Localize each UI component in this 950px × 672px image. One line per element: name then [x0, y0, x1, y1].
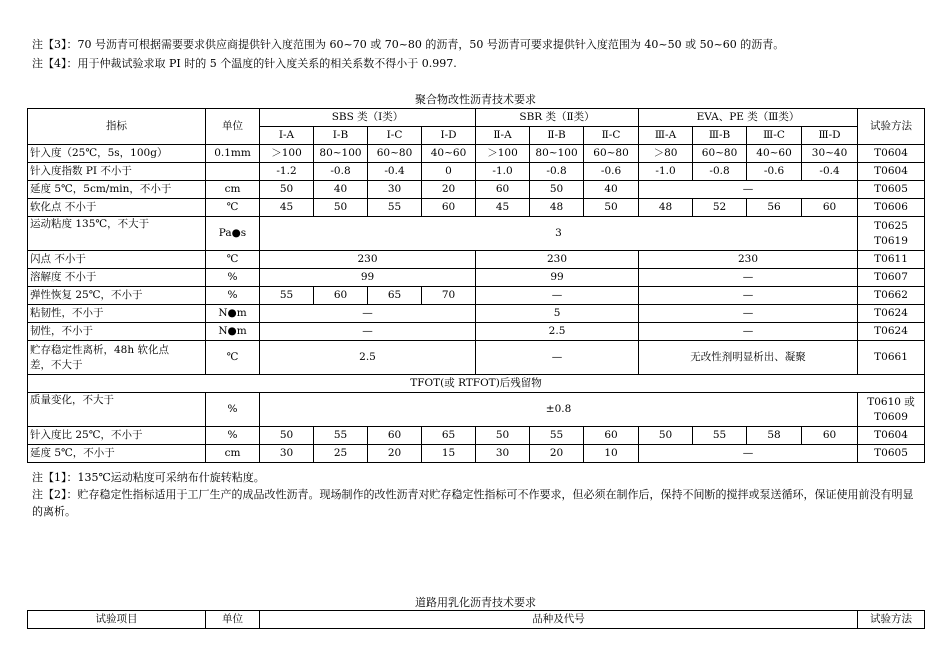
grade: Ⅰ-B [314, 127, 368, 145]
cell: — [639, 287, 858, 305]
cell: 30 [260, 445, 314, 463]
table-row [28, 251, 925, 269]
row-label: 软化点 不小于 [28, 199, 206, 217]
row-unit: N●m [206, 323, 260, 341]
row-method: T0661 [858, 341, 925, 375]
cell: 55 [693, 427, 747, 445]
cell: 45 [476, 199, 530, 217]
row-method: T0624 [858, 323, 925, 341]
cell: 30~40 [802, 145, 858, 163]
row-unit: ℃ [206, 341, 260, 375]
row-unit: ℃ [206, 199, 260, 217]
row-method: T0607 [858, 269, 925, 287]
cell: 20 [422, 181, 476, 199]
note-4: 注【4】：用于仲裁试验求取 PI 时的 5 个温度的针入度关系的相关系数不得小于 0.997. [32, 57, 457, 70]
row-unit: cm [206, 445, 260, 463]
grade: Ⅱ-A [476, 127, 530, 145]
cell: — [260, 323, 476, 341]
row-label: 闪点 不小于 [28, 251, 206, 269]
cell: 230 [260, 251, 476, 269]
cell: 无改性剂明显析出、凝聚 [639, 341, 858, 375]
cell: ＞100 [476, 145, 530, 163]
cell: 60 [422, 199, 476, 217]
cell: -0.8 [693, 163, 747, 181]
row-unit: % [206, 393, 260, 427]
row-method: T0624 [858, 305, 925, 323]
cell: 40~60 [747, 145, 802, 163]
row-unit: 0.1mm [206, 145, 260, 163]
cell: 2.5 [260, 341, 476, 375]
row-method: T0605 [858, 181, 925, 199]
label-line: 贮存稳定性离析，48h 软化点 [30, 343, 169, 356]
cell: 58 [747, 427, 802, 445]
cell: 48 [530, 199, 584, 217]
row-label: 针入度比 25℃，不小于 [28, 427, 206, 445]
cell: 60 [802, 427, 858, 445]
row-label: 粘韧性，不小于 [28, 305, 206, 323]
row-label: 延度 5℃，5cm/min，不小于 [28, 181, 206, 199]
cell: 56 [747, 199, 802, 217]
cell: -0.8 [530, 163, 584, 181]
cell: — [476, 287, 639, 305]
cell: 80~100 [530, 145, 584, 163]
grade: Ⅰ-D [422, 127, 476, 145]
row-method: T0611 [858, 251, 925, 269]
note-2: 注【2】：贮存稳定性指标适用于工厂生产的成品改性沥青。现场制作的改性沥青对贮存稳定性指标可不作要求，但必须在制作后，保持不间断的搅拌或泵送循环，保证使用前没有明显的离析。 [32, 488, 914, 518]
table-row [28, 163, 925, 181]
row-label [28, 341, 206, 375]
cell: 2.5 [476, 323, 639, 341]
cell: 230 [639, 251, 858, 269]
label-line: 差，不大于 [30, 358, 83, 371]
row-unit: % [206, 427, 260, 445]
table-row [28, 427, 925, 445]
cell: 60 [476, 181, 530, 199]
emulsified-asphalt-table [27, 610, 925, 629]
table-row [28, 445, 925, 463]
row-method: T0604 [858, 163, 925, 181]
table1-caption: 聚合物改性沥青技术要求 [415, 93, 536, 106]
cell: 50 [476, 427, 530, 445]
cell: 50 [639, 427, 693, 445]
grade: Ⅱ-B [530, 127, 584, 145]
row-method [858, 217, 925, 251]
cell: 45 [260, 199, 314, 217]
cell: 65 [368, 287, 422, 305]
header-eva: EVA、PE 类（Ⅲ类） [639, 109, 858, 127]
cell: 10 [584, 445, 639, 463]
section-title: TFOT(或 RTFOT)后残留物 [28, 375, 925, 393]
header-unit: 单位 [206, 109, 260, 145]
cell: 230 [476, 251, 639, 269]
row-label: 韧性，不小于 [28, 323, 206, 341]
cell: 50 [260, 181, 314, 199]
cell: 20 [530, 445, 584, 463]
method-line: T0609 [874, 410, 908, 423]
cell: 80~100 [314, 145, 368, 163]
grade: Ⅲ-B [693, 127, 747, 145]
cell: — [476, 341, 639, 375]
cell: -0.8 [314, 163, 368, 181]
method-line: T0625 [874, 219, 908, 232]
table2-caption: 道路用乳化沥青技术要求 [415, 596, 536, 609]
header-method: 试验方法 [858, 611, 925, 629]
note-3: 注【3】：70 号沥青可根据需要要求供应商提供针入度范围为 60~70 或 70~80 的沥青，50 号沥青可要求提供针入度范围为 40~50 或 50~60 的沥青。 [32, 38, 785, 51]
table-row [28, 217, 925, 251]
row-label: 溶解度 不小于 [28, 269, 206, 287]
cell: — [639, 269, 858, 287]
cell: 60 [584, 427, 639, 445]
header-unit: 单位 [206, 611, 260, 629]
table-row [28, 199, 925, 217]
cell: 30 [476, 445, 530, 463]
table-row [28, 323, 925, 341]
cell: 0 [422, 163, 476, 181]
table-row [28, 305, 925, 323]
row-method [858, 393, 925, 427]
cell: -1.0 [476, 163, 530, 181]
cell: 40 [314, 181, 368, 199]
cell: 60 [314, 287, 368, 305]
row-label: 针入度指数 PI 不小于 [28, 163, 206, 181]
row-unit: % [206, 269, 260, 287]
cell: 50 [260, 427, 314, 445]
cell: ＞100 [260, 145, 314, 163]
cell: 50 [314, 199, 368, 217]
header-item: 试验项目 [28, 611, 206, 629]
table-row [28, 287, 925, 305]
header-indicator: 指标 [28, 109, 206, 145]
cell: 55 [368, 199, 422, 217]
cell: 5 [476, 305, 639, 323]
header-sbr: SBR 类（Ⅱ类） [476, 109, 639, 127]
row-label: 运动粘度 135℃，不大于 [28, 217, 206, 251]
cell: 50 [584, 199, 639, 217]
cell: 60 [368, 427, 422, 445]
cell: 40~60 [422, 145, 476, 163]
table-row [28, 341, 925, 375]
header-kind: 品种及代号 [260, 611, 858, 629]
cell: -0.6 [747, 163, 802, 181]
row-method: T0606 [858, 199, 925, 217]
cell: 15 [422, 445, 476, 463]
header-sbs: SBS 类（Ⅰ类） [260, 109, 476, 127]
row-label: 针入度（25℃，5s，100g） [28, 145, 206, 163]
cell: 99 [260, 269, 476, 287]
cell: -0.4 [802, 163, 858, 181]
cell: ±0.8 [260, 393, 858, 427]
row-label: 弹性恢复 25℃，不小于 [28, 287, 206, 305]
row-unit: N●m [206, 305, 260, 323]
cell: 55 [260, 287, 314, 305]
polymer-asphalt-table [27, 108, 925, 463]
note-1: 注【1】：135℃运动粘度可采纳布什旋转粘度。 [32, 471, 265, 484]
cell: -1.0 [639, 163, 693, 181]
cell: — [639, 323, 858, 341]
cell: 60 [802, 199, 858, 217]
method-line: T0619 [874, 234, 908, 247]
cell: 30 [368, 181, 422, 199]
grade: Ⅰ-A [260, 127, 314, 145]
cell: 60~80 [693, 145, 747, 163]
row-unit: Pa●s [206, 217, 260, 251]
row-method: T0662 [858, 287, 925, 305]
header-method: 试验方法 [858, 109, 925, 145]
cell: -0.6 [584, 163, 639, 181]
grade: Ⅲ-D [802, 127, 858, 145]
table-row [28, 145, 925, 163]
cell: 70 [422, 287, 476, 305]
row-method: T0604 [858, 145, 925, 163]
cell: — [639, 445, 858, 463]
row-method: T0604 [858, 427, 925, 445]
method-line: T0610 或 [867, 395, 915, 408]
cell: 55 [530, 427, 584, 445]
cell: — [639, 181, 858, 199]
cell: 48 [639, 199, 693, 217]
cell: 3 [260, 217, 858, 251]
cell: 65 [422, 427, 476, 445]
cell: — [639, 305, 858, 323]
cell: 60~80 [368, 145, 422, 163]
section-row [28, 375, 925, 393]
grade: Ⅲ-C [747, 127, 802, 145]
cell: ＞80 [639, 145, 693, 163]
cell: -1.2 [260, 163, 314, 181]
table-row [28, 269, 925, 287]
row-unit: % [206, 287, 260, 305]
cell: 60~80 [584, 145, 639, 163]
row-unit: ℃ [206, 251, 260, 269]
cell: 99 [476, 269, 639, 287]
cell: 25 [314, 445, 368, 463]
cell: 50 [530, 181, 584, 199]
row-unit [206, 163, 260, 181]
cell: 40 [584, 181, 639, 199]
cell: -0.4 [368, 163, 422, 181]
grade: Ⅱ-C [584, 127, 639, 145]
cell: 20 [368, 445, 422, 463]
cell: 55 [314, 427, 368, 445]
row-unit: cm [206, 181, 260, 199]
grade: Ⅲ-A [639, 127, 693, 145]
table-row [28, 393, 925, 427]
table-row [28, 181, 925, 199]
row-label: 延度 5℃，不小于 [28, 445, 206, 463]
row-method: T0605 [858, 445, 925, 463]
cell: — [260, 305, 476, 323]
grade: Ⅰ-C [368, 127, 422, 145]
cell: 52 [693, 199, 747, 217]
row-label: 质量变化，不大于 [28, 393, 206, 427]
